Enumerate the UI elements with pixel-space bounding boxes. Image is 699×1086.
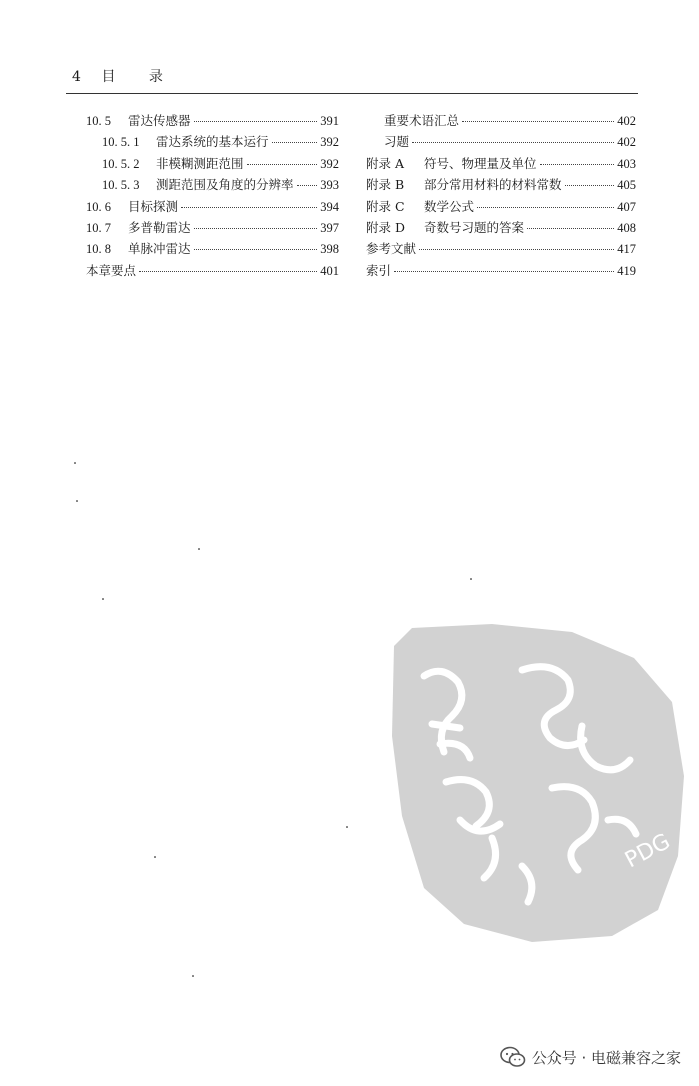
footer-credit [500, 1046, 681, 1068]
toc-entry-page: 397 [320, 220, 339, 235]
toc-entry-page: 394 [320, 199, 339, 214]
toc-entry-number: 10. 5. 3 [102, 178, 140, 193]
toc-dot-leader [419, 249, 614, 250]
toc-dot-leader [527, 228, 614, 229]
toc-entry [366, 197, 636, 218]
toc-dot-leader [139, 271, 317, 272]
toc-entry-title: 奇数号习题的答案 [424, 219, 525, 235]
scan-speck [154, 856, 156, 858]
scan-speck [470, 578, 472, 580]
toc-entry-number: 附录 A [366, 155, 405, 171]
toc-entry-title: 雷达系统的基本运行 [156, 134, 269, 150]
toc-entry [366, 154, 636, 175]
toc-entry-page: 407 [617, 199, 636, 214]
toc-entry-number: 附录 B [366, 177, 405, 193]
toc-dot-leader [297, 185, 318, 186]
toc-entry-title: 单脉冲雷达 [128, 241, 191, 257]
toc-entry-title: 多普勒雷达 [128, 219, 191, 235]
toc-left-column [86, 111, 339, 282]
toc-entry-title: 重要术语汇总 [384, 113, 460, 128]
toc-entry-page: 402 [617, 114, 636, 128]
scan-speck [346, 826, 348, 828]
toc-entry [86, 154, 339, 175]
toc-entry-page: 408 [617, 220, 636, 235]
toc-entry [366, 111, 636, 132]
toc-entry [86, 132, 339, 153]
header-title-char-2: 录 [148, 69, 164, 85]
toc-entry-page: 392 [320, 156, 339, 171]
toc-entry-number: 附录 D [366, 219, 405, 235]
toc-entry [366, 239, 636, 260]
toc-entry-title: 索引 [366, 262, 392, 278]
toc-entry [86, 218, 339, 239]
toc-entry-page: 419 [617, 263, 636, 278]
toc-entry-title: 部分常用材料的材料常数 [424, 177, 562, 193]
toc-entry [366, 132, 636, 153]
toc-dot-leader [565, 185, 615, 186]
toc-entry-page: 401 [320, 263, 339, 278]
toc-entry-title: 参考文献 [366, 241, 417, 257]
toc-entry-number: 10. 5. 1 [102, 135, 140, 150]
scan-speck [192, 975, 194, 977]
toc-entry [86, 175, 339, 196]
toc-entry-number: 10. 6 [86, 199, 111, 214]
toc-entry-page: 392 [320, 135, 339, 150]
toc-entry-title: 数学公式 [424, 198, 475, 214]
scan-speck [102, 598, 104, 600]
toc-entry-page: 403 [617, 156, 636, 171]
toc-dot-leader [181, 207, 317, 208]
toc-entry-page: 393 [320, 178, 339, 193]
toc-entry [86, 197, 339, 218]
toc-entry-title: 习题 [384, 134, 410, 150]
toc-entry-page: 417 [617, 242, 636, 257]
toc-entry-title: 测距范围及角度的分辨率 [156, 177, 294, 193]
toc-entry [366, 218, 636, 239]
scan-speck [76, 500, 78, 502]
pdg-seal-watermark [372, 606, 692, 946]
footer-text: 公众号 · 电磁兼容之家 [531, 1048, 681, 1067]
toc-entry-number: 10. 7 [86, 220, 111, 235]
toc-entry-title: 本章要点 [86, 262, 137, 278]
toc-entry-title: 符号、物理量及单位 [424, 155, 537, 171]
toc-entry-number: 10. 5. 2 [102, 156, 140, 171]
header-title-char-1: 目 [101, 69, 117, 85]
toc-right-column [366, 111, 636, 282]
toc-dot-leader [272, 142, 318, 143]
running-header [72, 66, 642, 86]
toc-entry [86, 239, 339, 260]
header-rule [66, 93, 638, 94]
wechat-icon [500, 1046, 526, 1068]
page-number: 4 [72, 69, 82, 85]
toc-entry-number: 10. 5 [86, 114, 111, 128]
toc-entry-page: 405 [617, 178, 636, 193]
toc-entry-number: 附录 C [366, 198, 405, 214]
toc-entry-page: 398 [320, 242, 339, 257]
toc-dot-leader [194, 228, 318, 229]
toc-entry-title: 目标探测 [128, 198, 179, 214]
toc-dot-leader [462, 121, 614, 122]
toc-entry [86, 111, 339, 132]
toc-entry-page: 402 [617, 135, 636, 150]
toc-dot-leader [194, 249, 318, 250]
scan-speck [74, 462, 76, 464]
toc-dot-leader [412, 142, 614, 143]
toc-dot-leader [194, 121, 318, 122]
toc-dot-leader [247, 164, 318, 165]
toc-entry [366, 261, 636, 282]
toc-entry-title: 非模糊测距范围 [156, 155, 244, 171]
toc-entry [86, 261, 339, 282]
toc-entry-page: 391 [320, 114, 339, 128]
scan-speck [198, 548, 200, 550]
pdg-mark-text: PDG [621, 829, 675, 874]
toc-entry-title: 雷达传感器 [128, 113, 191, 128]
toc-dot-leader [540, 164, 615, 165]
toc-dot-leader [394, 271, 614, 272]
toc-entry-number: 10. 8 [86, 242, 111, 257]
toc-dot-leader [477, 207, 614, 208]
toc-entry [366, 175, 636, 196]
